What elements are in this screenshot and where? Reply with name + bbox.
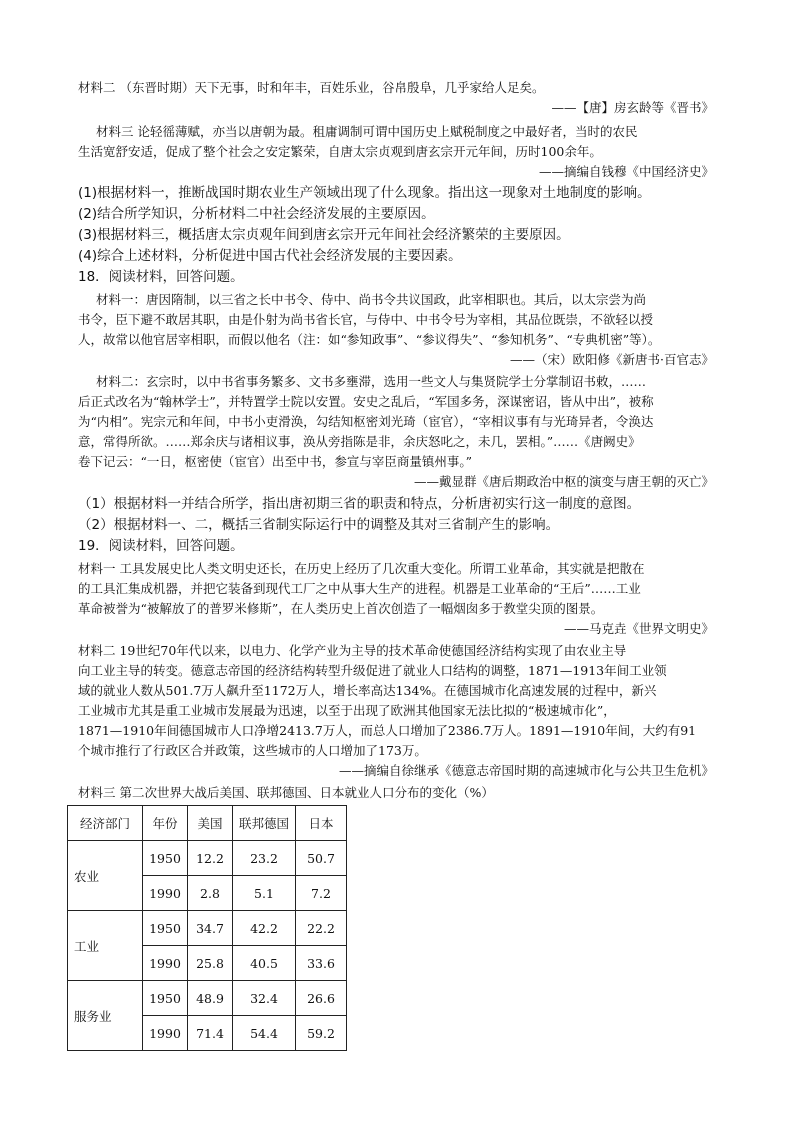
q19-material-2-text-4: 工业城市尤其是重工业城市发展最为迅速，以至于出现了欧洲其他国家无法比拟的“极速城市化”， xyxy=(78,703,616,718)
table-cell: 1950 xyxy=(143,981,188,1016)
question-18-2: （2）根据材料一、二，概括三省制实际运行中的调整及其对三省制产生的影响。 xyxy=(78,517,560,533)
table-header-row xyxy=(68,806,347,841)
table-cell: 2.8 xyxy=(188,876,233,911)
table-row xyxy=(68,911,347,946)
table-cell: 12.2 xyxy=(188,841,233,876)
table-cell: 1990 xyxy=(143,1016,188,1051)
table-cell: 33.6 xyxy=(296,946,347,981)
q18-material-1-source: ——（宋）欧阳修《新唐书·百官志》 xyxy=(510,352,714,367)
question-19-heading: 19．阅读材料，回答问题。 xyxy=(78,538,244,554)
table-cell: 5.1 xyxy=(233,876,296,911)
q18-material-2-text-2: 后正式改名为“翰林学士”，并特置学士院以安置。安史之乱后，“军国多务，深谋密诏，皆从中出”，被称 xyxy=(78,394,654,409)
q18-material-1-text-1: 材料一：唐因隋制，以三省之长中书令、侍中、尚书令共议国政，此宰相职也。其后，以太宗尝为尚 xyxy=(96,292,647,307)
table-cell: 59.2 xyxy=(296,1016,347,1051)
question-18-heading: 18．阅读材料，回答问题。 xyxy=(78,269,244,285)
q18-material-1-text-2: 书令，臣下避不敢居其职，由是仆射为尚书省长官，与侍中、中书令号为宰相，其品位既崇，不欲轻以授 xyxy=(78,312,654,327)
q19-material-1-text-2: 的工具汇集成机器，并把它装备到现代工厂之中从事大生产的进程。机器是工业革命的“王后”……工业 xyxy=(78,581,641,596)
q18-material-2-text-1: 材料二：玄宗时，以中书省事务繁多、文书多壅滞，选用一些文人与集贤院学士分掌制诏书敕，…… xyxy=(96,374,647,389)
table-cell: 40.5 xyxy=(233,946,296,981)
table-cell: 1990 xyxy=(143,946,188,981)
table-cell: 1990 xyxy=(143,876,188,911)
q19-material-2-text-1: 材料二 19世纪70年代以来，以电力、化学产业为主导的技术革命使德国经济结构实现了由农业主导 xyxy=(78,643,627,658)
q19-material-1-text-3: 革命被誉为“被解放了的普罗米修斯”，在人类历史上首次创造了一幅烟囱多于教堂尖顶的图景。 xyxy=(78,601,604,616)
table-header-cell: 美国 xyxy=(188,806,233,841)
table-header-cell: 年份 xyxy=(143,806,188,841)
material-3-text-2: 生活宽舒安适，促成了整个社会之安定繁荣，自唐太宗贞观到唐玄宗开元年间，历时100余年。 xyxy=(78,144,602,159)
table-cell: 22.2 xyxy=(296,911,347,946)
table-cell: 32.4 xyxy=(233,981,296,1016)
q18-material-1-text-3: 人，故常以他官居宰相职，而假以他名（注：如“参知政事”、“参议得失”、“参知机务”、“专典机密”等）。 xyxy=(78,332,661,347)
table-cell: 1950 xyxy=(143,841,188,876)
question-17-1: (1)根据材料一，推断战国时期农业生产领域出现了什么现象。指出这一现象对土地制度的影响。 xyxy=(78,185,651,201)
sector-cell: 服务业 xyxy=(68,981,143,1051)
q19-material-1-source: ——马克垚《世界文明史》 xyxy=(563,621,714,636)
q19-material-2-text-3: 域的就业人数从501.7万人飙升至1172万人，增长率高达134%。在德国城市化高速发展的过程中，新兴 xyxy=(78,683,657,698)
table-cell: 54.4 xyxy=(233,1016,296,1051)
q18-material-2-text-3: 为“内相”。宪宗元和年间，中书小吏滑涣，勾结知枢密刘光琦（宦官），“宰相议事有与光琦异者，令涣达 xyxy=(78,414,654,429)
material-2-text: 材料二 （东晋时期）天下无事，时和年丰，百姓乐业，谷帛殷阜，几乎家给人足矣。 xyxy=(78,80,545,95)
table-cell: 50.7 xyxy=(296,841,347,876)
material-3-text-1: 材料三 论轻徭薄赋，亦当以唐朝为最。租庸调制可谓中国历史上赋税制度之中最好者，当时的农民 xyxy=(96,124,638,139)
question-17-3: (3)根据材料三，概括唐太宗贞观年间到唐玄宗开元年间社会经济繁荣的主要原因。 xyxy=(78,227,570,243)
table-cell: 25.8 xyxy=(188,946,233,981)
q19-material-1-text-1: 材料一 工具发展史比人类文明史还长，在历史上经历了几次重大变化。所谓工业革命，其实就是把散在 xyxy=(78,561,645,576)
q19-material-2-text-6: 个城市推行了行政区合并政策，这些城市的人口增加了173万。 xyxy=(78,743,427,758)
table-row xyxy=(68,841,347,876)
sector-cell: 工业 xyxy=(68,911,143,981)
table-header-cell: 联邦德国 xyxy=(233,806,296,841)
question-17-4: (4)综合上述材料，分析促进中国古代社会经济发展的主要因素。 xyxy=(78,248,462,264)
question-18-1: （1）根据材料一并结合所学，指出唐初期三省的职责和特点，分析唐初实行这一制度的意图。 xyxy=(78,496,641,512)
q19-material-2-text-5: 1871—1910年间德国城市人口净增2413.7万人，而总人口增加了2386.7万人。1891—1910年间，大约有91 xyxy=(78,723,697,738)
q19-material-2-text-2: 向工业主导的转变。德意志帝国的经济结构转型升级促进了就业人口结构的调整，1871—1913年间工业领 xyxy=(78,663,667,678)
table-header-cell: 经济部门 xyxy=(68,806,143,841)
q18-material-2-text-5: 卷下记云：“一日，枢密使（宦官）出至中书，参宣与宰臣商量镇州事。” xyxy=(78,454,473,469)
table-cell: 23.2 xyxy=(233,841,296,876)
table-header-cell: 日本 xyxy=(296,806,347,841)
q18-material-2-source: ——戴显群《唐后期政治中枢的演变与唐王朝的灭亡》 xyxy=(413,474,714,489)
table-cell: 7.2 xyxy=(296,876,347,911)
table-cell: 26.6 xyxy=(296,981,347,1016)
table-cell: 34.7 xyxy=(188,911,233,946)
q19-material-2-source: ——摘编自徐继承《德意志帝国时期的高速城市化与公共卫生危机》 xyxy=(338,763,714,778)
q19-material-3-title: 材料三 第二次世界大战后美国、联邦德国、日本就业人口分布的变化（%） xyxy=(78,785,494,800)
table-cell: 71.4 xyxy=(188,1016,233,1051)
employment-distribution-table xyxy=(67,805,347,1051)
q18-material-2-text-4: 意，常得所欲。……郑余庆与诸相议事，涣从旁指陈是非，余庆怒叱之，未几，罢相。”……《唐阙史》 xyxy=(78,434,641,449)
material-3-source: ——摘编自钱穆《中国经济史》 xyxy=(538,164,714,179)
table-cell: 48.9 xyxy=(188,981,233,1016)
question-17-2: (2)结合所学知识，分析材料二中社会经济发展的主要原因。 xyxy=(78,206,435,222)
table-row xyxy=(68,981,347,1016)
table-cell: 42.2 xyxy=(233,911,296,946)
sector-cell: 农业 xyxy=(68,841,143,911)
table-cell: 1950 xyxy=(143,911,188,946)
material-2-source: ——【唐】房玄龄等《晋书》 xyxy=(551,100,714,115)
